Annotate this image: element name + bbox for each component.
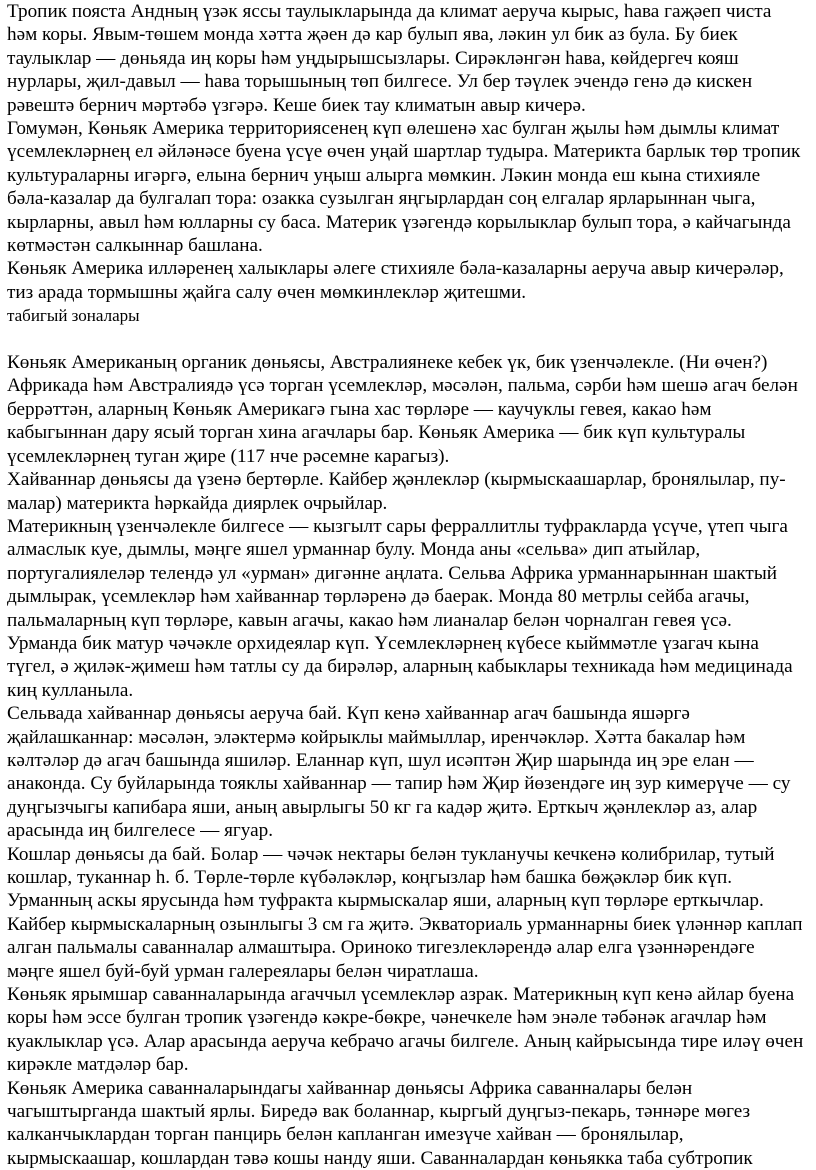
paragraph-peoples: Көньяк Америка илләренең халыклары әлеге стихияле бәла-казаларны аеруча авыр кичерәләр, тиз арада тормышны җайга салу өчен мөмкинлекләр җитешми. [7,258,784,303]
paragraph-andes-climate: Тропик пояста Андның үзәк яссы таулыкларында да климат аеруча кырыс, һава гаҗәеп чиста һәм коры. Явым-төшем монда хәтта җәен дә кар булып ява, ләкин ул бик аз була. Бу биек таулыклар — дөньяда иң коры һәм уңдырышсызлары. Сирәкләнгән һава, көйдергеч кояш нурлары, җил-давыл — һава торышының төп билгесе. Ул бер тәүлек эчендә генә дә кискен рәвештә бернич мәртәбә үзгәрә. Кеше биек тау климатын авыр кичерә. [7,1,772,116]
paragraph-selva: Материкның үзенчәлекле билгесе — кызгылт сары ферраллитлы туфракларда үсүче, үтеп чыга алмаслык куе, дымлы, мәңге яшел урманнар булу. Монда аны «сельва» дип атыйлар, португалиялеләр телендә ул «урман» дигәнне аңлата. Сельва Африка урманнарыннан шактый дымлырак, үсемлекләр һәм хайваннар төрләренә дә баерак. Монда 80 метрлы сейба агачы, пальмаларның күп төрләре, кавын агачы, какао һәм лианалар белән чорналган гевея үсә. Урманда бик матур чәчәкле орхидеялар күп. Үсемлекләрнең күбесе кыйммәтле үзагач кына түгел, ә җиләк-җимеш һәм татлы су да бирәләр, аларның кабыклары техникада һәм медицинада киң кулланыла. [7,515,793,701]
paragraph-animals: Хайваннар дөньясы да үзенә бертөрле. Кайбер җәнлекләр (кырмыскаашарлар, бронялылар, пу-малар) материкта һәркайда диярлек очрыйлар. [7,469,786,514]
paragraph-savanna-animals: Көньяк Америка саванналарындагы хайваннар дөньясы Африка саванналары белән чагыштырганда шактый ярлы. Биредә вак боланнар, кыргый дуңгыз-пекарь, тәннәре мөгез калканчыклардан торган панцирь белән капланган имезүче хайван — бронялылар, кырмыскаашар, кошлардан тәвә кошы нанду яши. Саванналардан көньякка таба субтропик [7,1077,753,1169]
paragraph-organic-world: Көньяк Американың органик дөньясы, Австралиянеке кебек үк, бик үзенчәлекле. (Ни өчен?) Африкада һәм Австралиядә үсә торган үсемлекләр, мәсәлән, пальма, сәрби һәм шешә агач белән беррәттән, аларның Көньяк Америкагә гына хас төрләре — каучуклы гевея, какао һәм кабыгыннан дару ясый торган хина агачлары бар. Көньяк Америка — бик күп культуралы үсемлекләрнең туган җире (117 нче рәсемне карагыз). [7,352,798,467]
paragraph-selva-animals: Сельвада хайваннар дөньясы аеруча бай. Күп кенә хайваннар агач башында яшәргә җайлашканнар: мәсәлән, эләктермә койрыклы маймыллар, иренчәкләр. Хәтта бакалар һәм кәлтәләр дә агач башында яшиләр. Еланнар күп, шул исәптән Җир шарында иң эре елан — анаконда. Су буйларында тояклы хайваннар — тапир һәм Җир йөзендәге иң зур кимерүче — су дуңгызчыгы капибара яши, аның авырлыгы 50 кг га кадәр җитә. Ерткыч җәнлекләр аз, алар арасында иң билгелесе — ягуар. [7,703,791,842]
paragraph-birds: Кошлар дөньясы да бай. Болар — чәчәк нектары белән тукланучы кечкенә колибрилар, тутый кошлар, туканнар һ. б. Төрле-төрле күбәләкләр, коңгызлар һәм башка бөҗәкләр бик күп. Урманның аскы ярусында һәм туфракта кырмыскалар яши, аларның күп төрләре ерткычлар. Кайбер кырмыскаларның озынлыгы 3 см га җитә. Экваториаль урманнарны биек үләннәр каплап алган пальмалы саванналар алмаштыра. Ориноко тигезлекләрендә алар елга үзәннәрендәге мәңге яшел буй-буй урман галереялары белән чиратлаша. [7,843,803,982]
paragraph-general-climate: Гомумән, Көньяк Америка территориясенең күп өлешенә хас булган җылы һәм дымлы климат үсемлекләрнең ел әйләнәсе буена үсүе өчен уңай шартлар тудыра. Материкта барлык төр тропик культураларны игәргә, елына бернич уңыш алырга мөмкин. Ләкин монда еш кына стихияле бәла-казалар да булгалап тора: озакка сузылган яңгырлардан соң елгалар ярларыннан чыга, кырларны, авыл һәм юлларны су баса. Материк үзәгендә корылыклар булып тора, ә кайчагында көтмәстән салкыннар башлана. [7,118,801,257]
section-heading: табигый зоналары [7,306,140,326]
paragraph-southern-savanna: Көньяк ярымшар саванналарында агаччыл үсемлекләр азрак. Материкның күп кенә айлар буена коры һәм эссе булган тропик үзәгендә кәкре-бөкре, чәнечкеле һәм энәле тәбәнәк агачлар һәм куаклыклар үсә. Алар арасында аеруча кебрачо агачы билгеле. Аның кайрысында тире иләү өчен кирәкле матдәләр бар. [7,984,804,1076]
blank-line [7,328,804,351]
